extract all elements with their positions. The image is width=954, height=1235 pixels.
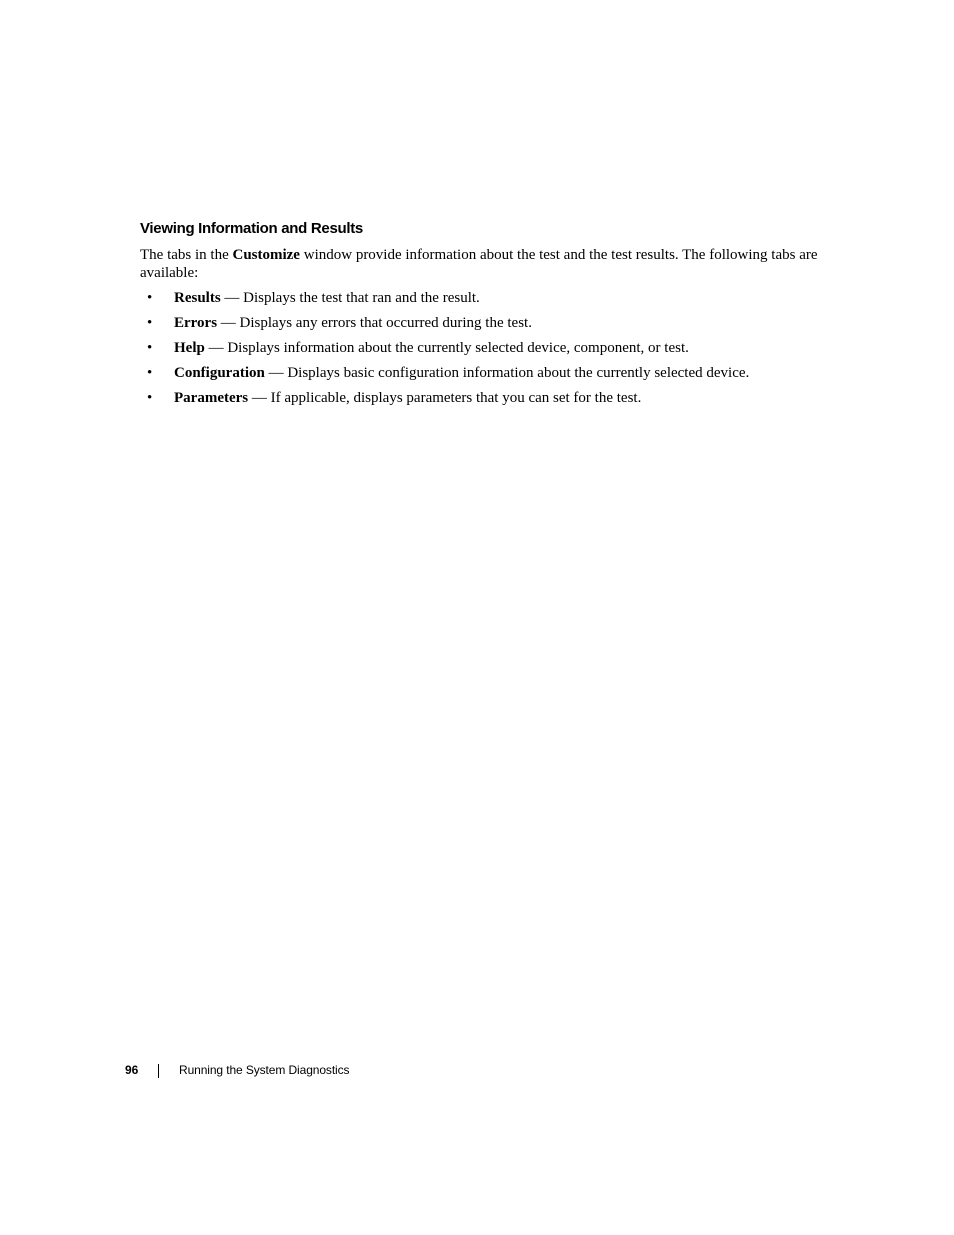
tab-name-errors: Errors <box>174 315 218 331</box>
tab-description-results: — Displays the test that ran and the result. <box>220 290 480 306</box>
bullet-icon: • <box>147 340 153 356</box>
tab-name-parameters: Parameters <box>174 390 249 406</box>
tab-description-configuration: — Displays basic configuration information about the currently selected device. <box>264 365 750 381</box>
tab-description-help: — Displays information about the currently selected device, component, or test. <box>204 340 689 356</box>
intro-text-start: The tabs in the <box>140 247 233 263</box>
chapter-title: Running the System Diagnostics <box>179 1063 350 1077</box>
intro-paragraph <box>140 246 820 282</box>
list-item-errors <box>140 314 820 339</box>
tab-description-parameters: — If applicable, displays parameters that you can set for the test. <box>248 390 642 406</box>
bullet-icon: • <box>147 390 153 406</box>
tab-list <box>140 289 820 414</box>
bullet-icon: • <box>147 315 153 331</box>
section-heading: Viewing Information and Results <box>140 220 363 237</box>
list-item-parameters <box>140 389 820 414</box>
tab-name-results: Results <box>174 290 221 306</box>
bullet-icon: • <box>147 290 153 306</box>
page-footer <box>0 1062 954 1080</box>
list-item-configuration <box>140 364 820 389</box>
tab-name-help: Help <box>174 340 205 356</box>
page-number: 96 <box>125 1063 139 1077</box>
bullet-icon: • <box>147 365 153 381</box>
tab-description-errors: — Displays any errors that occurred during the test. <box>217 315 532 331</box>
list-item-help <box>140 339 820 364</box>
tab-name-configuration: Configuration <box>174 365 265 381</box>
list-item-results <box>140 289 820 314</box>
footer-divider <box>158 1064 159 1078</box>
intro-text-end: window provide information about the test and the test results. The following tabs are available: <box>140 247 818 281</box>
customize-window-name: Customize <box>232 247 300 263</box>
